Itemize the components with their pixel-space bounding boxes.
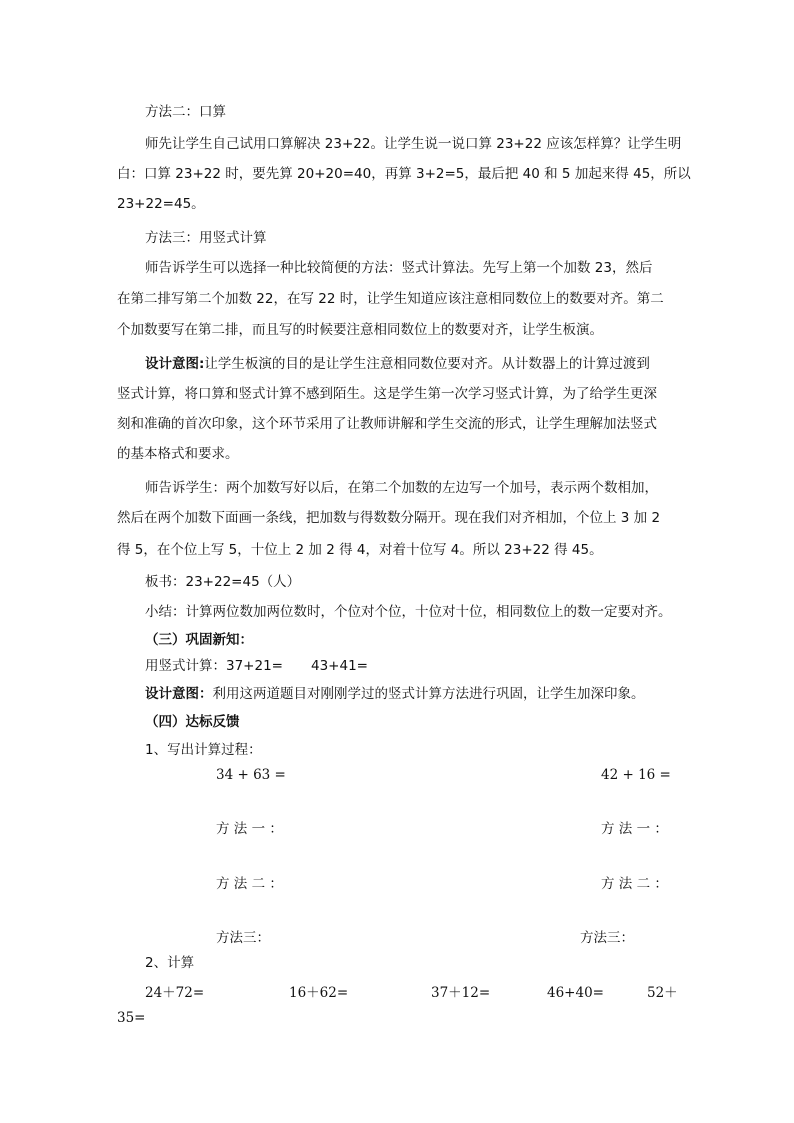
method2-title: 方法二：口算 bbox=[145, 104, 226, 120]
question-1: 1、写出计算过程： bbox=[145, 742, 262, 758]
left-method-2: 方 法 二 ： bbox=[216, 876, 283, 892]
paragraph-line: 得 5，在个位上写 5，十位上 2 加 2 得 4，对着十位写 4。所以 23+22 得 45。 bbox=[117, 542, 603, 558]
paragraph-line: 白：口算 23+22 时，要先算 20+20=40，再算 3+2=5，最后把 40 和 5 加起来得 45，所以 bbox=[117, 166, 691, 182]
calc-item: 24＋72= bbox=[145, 985, 205, 1001]
left-method-3: 方法三： bbox=[216, 930, 270, 946]
right-expression: 42 + 16 = bbox=[601, 767, 671, 783]
calc-item: 46+40= bbox=[547, 985, 604, 1001]
section4-title: （四）达标反馈 bbox=[145, 714, 240, 730]
board-note: 板书：23+22=45（人） bbox=[145, 574, 301, 590]
calc-item: 37＋12= bbox=[431, 985, 491, 1001]
paragraph-line: 23+22=45。 bbox=[117, 196, 205, 212]
exercise-label: 用竖式计算： bbox=[145, 658, 226, 674]
left-method-1: 方 法 一 ： bbox=[216, 821, 283, 837]
calc-item: 16＋62= bbox=[289, 985, 349, 1001]
right-method-1: 方 法 一 ： bbox=[601, 821, 668, 837]
paragraph-line: 师告诉学生可以选择一种比较简便的方法：竖式计算法。先写上第一个加数 23，然后 bbox=[145, 260, 653, 276]
calc-item-wrap: 35= bbox=[117, 1010, 146, 1026]
question-2: 2、计算 bbox=[145, 955, 195, 971]
left-expression: 34 + 63 = bbox=[216, 767, 286, 783]
paragraph-line: 的基本格式和要求。 bbox=[117, 446, 239, 462]
design-intent-2 bbox=[145, 684, 705, 704]
exercise-2: 43+41= bbox=[310, 658, 368, 674]
exercise-line bbox=[145, 656, 705, 676]
design-intent-label: 设计意图: bbox=[145, 356, 205, 372]
summary-line: 小结：计算两位数加两位数时，个位对个位，十位对十位，相同数位上的数一定要对齐。 bbox=[145, 604, 672, 620]
paragraph-line: 竖式计算，将口算和竖式计算不感到陌生。这是学生第一次学习竖式计算，为了给学生更深 bbox=[117, 386, 657, 402]
paragraph-text: 利用这两道题目对刚刚学过的竖式计算方法进行巩固，让学生加深印象。 bbox=[212, 686, 645, 702]
design-intent-label: 设计意图： bbox=[145, 686, 213, 702]
method3-title: 方法三：用竖式计算 bbox=[145, 230, 267, 246]
paragraph-line: 师先让学生自己试用口算解决 23+22。让学生说一说口算 23+22 应该怎样算？让学生明 bbox=[145, 136, 682, 152]
design-intent-paragraph bbox=[145, 354, 705, 374]
paragraph-line: 然后在两个加数下面画一条线，把加数与得数数分隔开。现在我们对齐相加，个位上 3 加 2 bbox=[117, 510, 661, 526]
paragraph-text: 让学生板演的目的是让学生注意相同数位要对齐。从计数器上的计算过渡到 bbox=[204, 356, 650, 372]
paragraph-line: 个加数要写在第二排，而且写的时候要注意相同数位上的数要对齐，让学生板演。 bbox=[117, 322, 603, 338]
right-method-2: 方 法 二 ： bbox=[601, 876, 668, 892]
calc-item: 52＋ bbox=[647, 985, 678, 1001]
section3-title: （三）巩固新知： bbox=[145, 632, 253, 648]
exercise-1: 37+21= bbox=[226, 658, 283, 674]
right-method-3: 方法三： bbox=[580, 930, 634, 946]
paragraph-line: 刻和准确的首次印象，这个环节采用了让教师讲解和学生交流的形式，让学生理解加法竖式 bbox=[117, 416, 657, 432]
paragraph-line: 师告诉学生：两个加数写好以后，在第二个加数的左边写一个加号，表示两个数相加， bbox=[145, 480, 658, 496]
paragraph-line: 在第二排写第二个加数 22，在写 22 时，让学生知道应该注意相同数位上的数要对齐。第二 bbox=[117, 291, 664, 307]
